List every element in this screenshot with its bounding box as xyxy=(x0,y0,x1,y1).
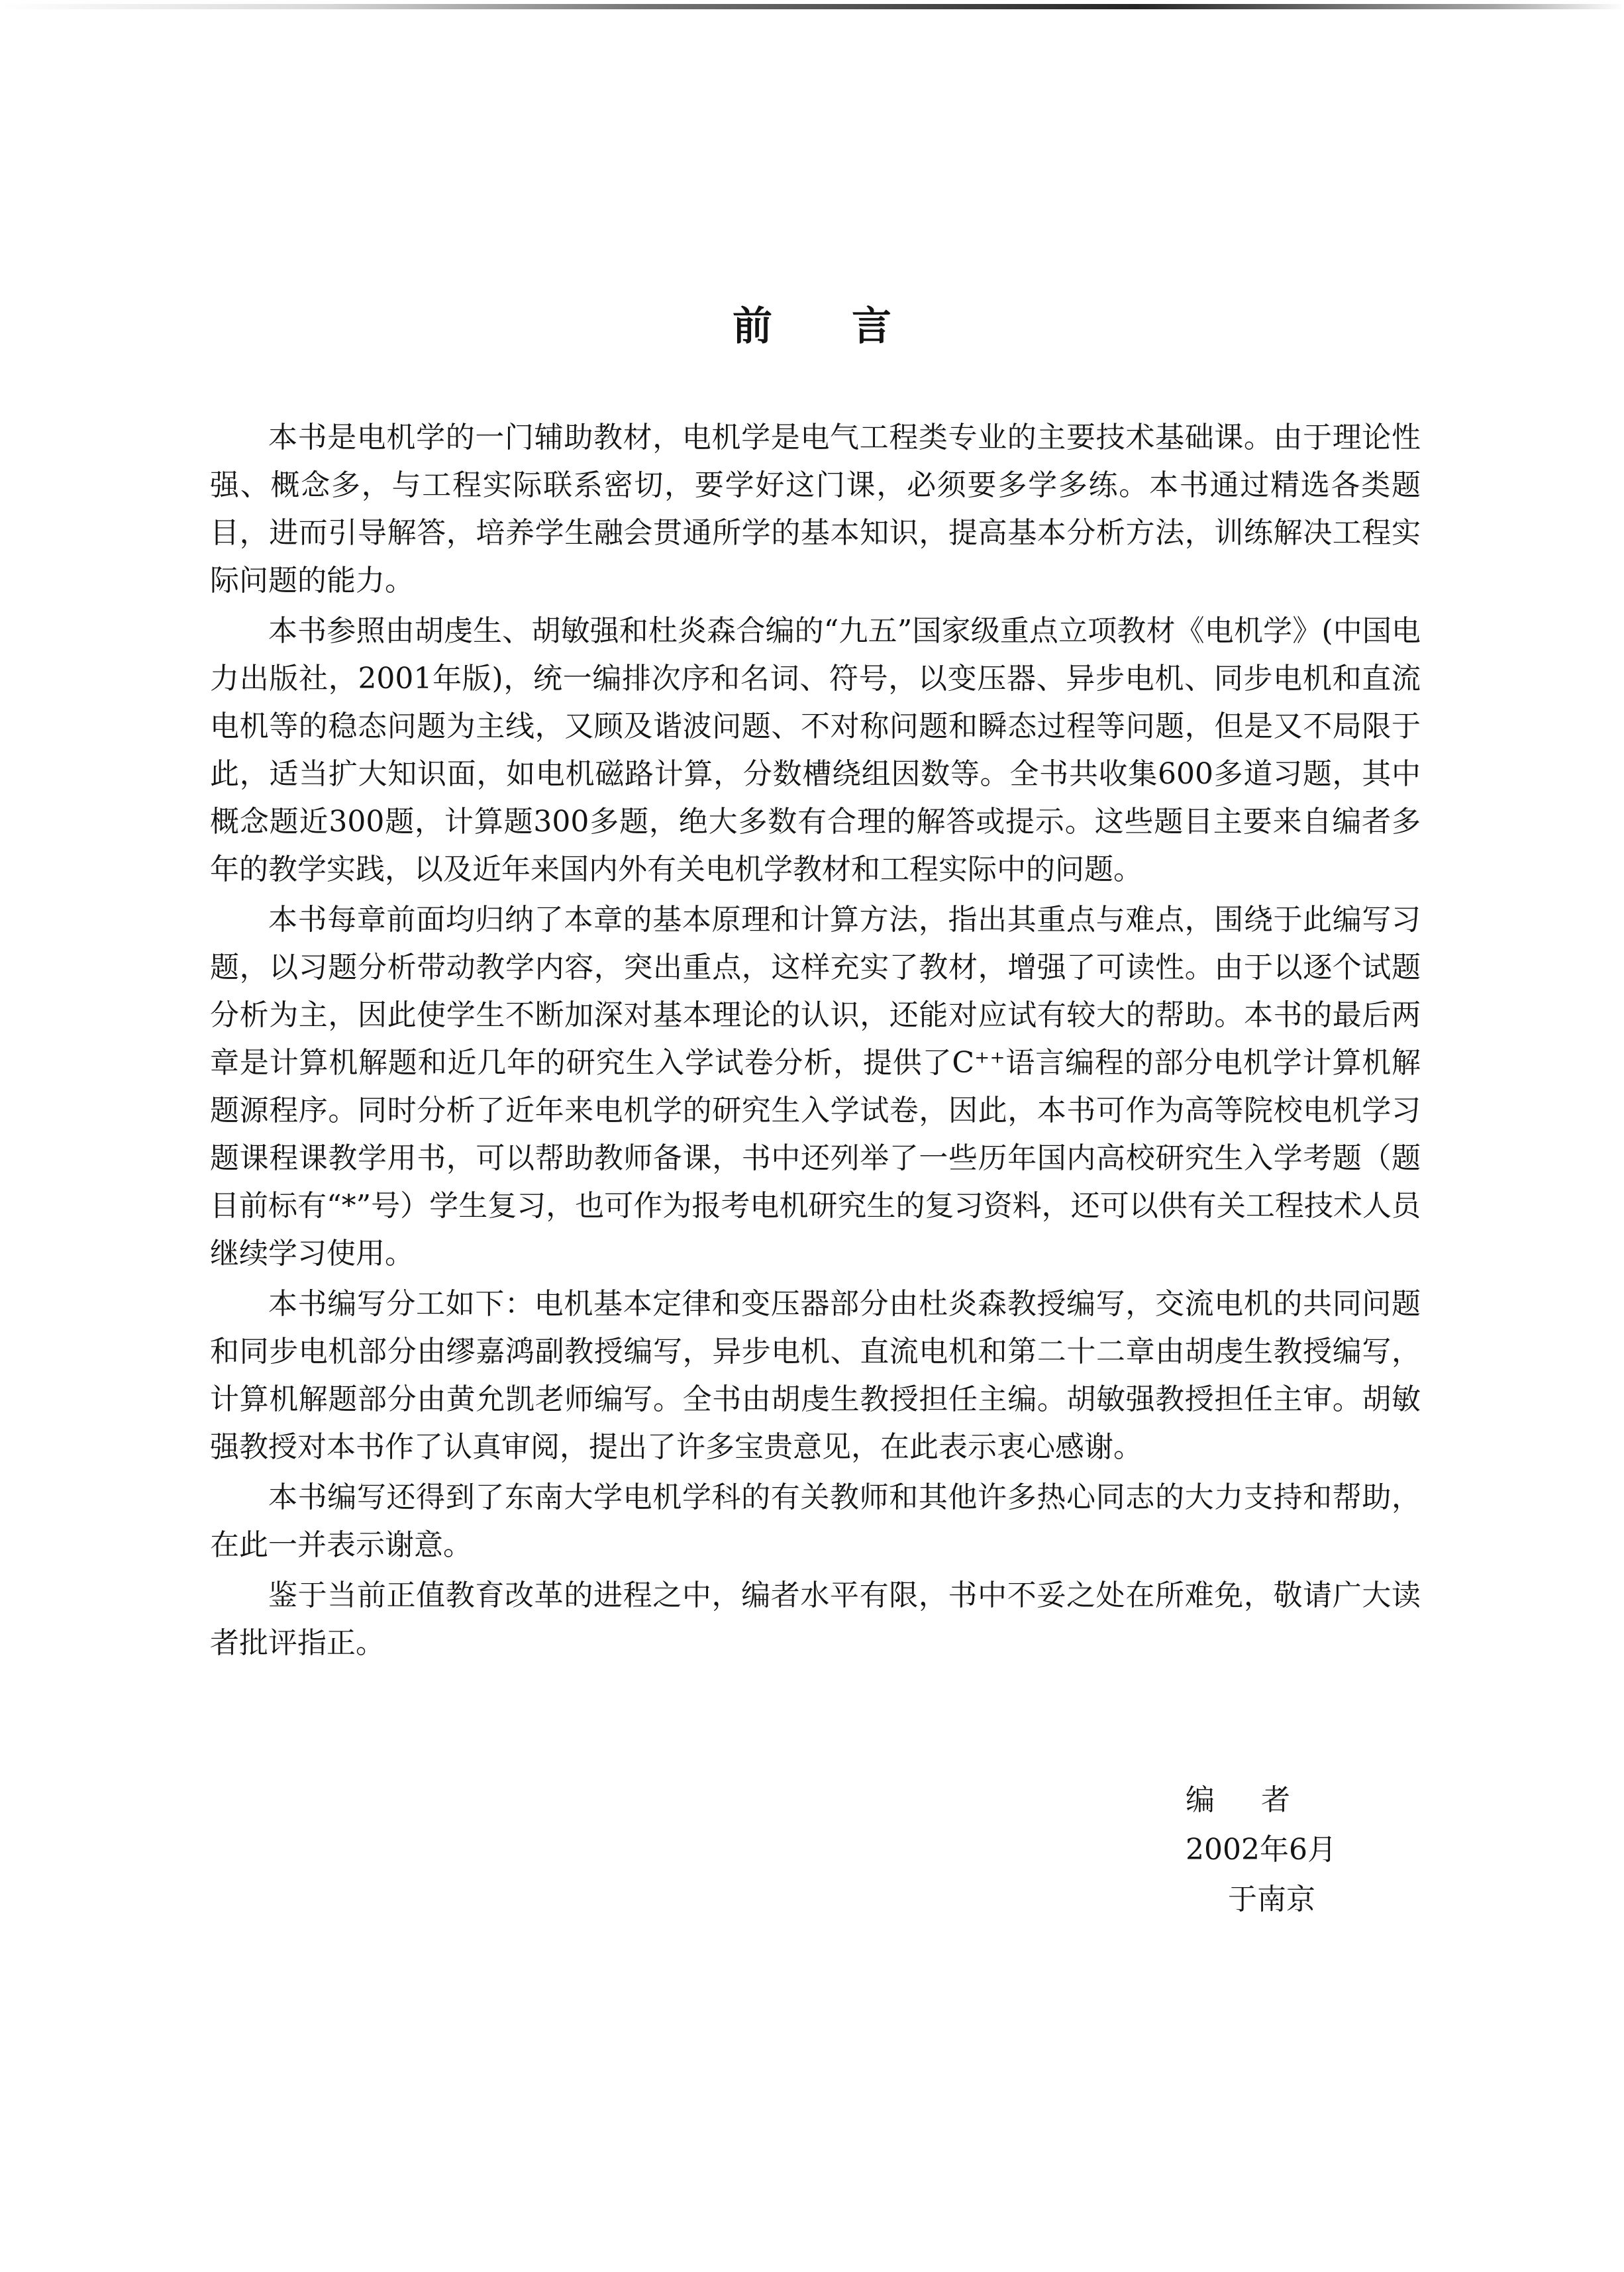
preface-body xyxy=(210,414,1421,1667)
paragraph-5: 本书编写还得到了东南大学电机学科的有关教师和其他许多热心同志的大力支持和帮助，在此一并表示谢意。 xyxy=(210,1480,1421,1562)
paragraph-1: 本书是电机学的一门辅助教材，电机学是电气工程类专业的主要技术基础课。由于理论性强、概念多，与工程实际联系密切，要学好这门课，必须要多学多练。本书通过精选各类题目，进而引导解答，培养学生融会贯通所学的基本知识，提高基本分析方法，训练解决工程实际问题的能力。 xyxy=(210,421,1421,597)
signature-date: 2002年6月 xyxy=(1186,1833,1337,1867)
signature-place: 于南京 xyxy=(1228,1883,1315,1916)
paragraph-2: 本书参照由胡虔生、胡敏强和杜炎森合编的“九五”国家级重点立项教材《电机学》(中国电力出版社，2001年版)，统一编排次序和名词、符号，以变压器、异步电机、同步电机和直流电机等的稳态问题为主线，又顾及谐波问题、不对称问题和瞬态过程等问题，但是又不局限于此，适当扩大知识面，如电机磁路计算，分数槽绕组因数等。全书共收集600多道习题，其中概念题近300题，计算题300多题，绝大多数有合理的解答或提示。这些题目主要来自编者多年的教学实践，以及近年来国内外有关电机学教材和工程实际中的问题。 xyxy=(210,614,1421,886)
scan-edge-line xyxy=(0,4,1624,9)
page-title: 前言 xyxy=(733,303,971,350)
signature-editor: 编者 xyxy=(1186,1783,1337,1817)
paragraph-4: 本书编写分工如下：电机基本定律和变压器部分由杜炎森教授编写，交流电机的共同问题和同步电机部分由缪嘉鸿副教授编写，异步电机、直流电机和第二十二章由胡虔生教授编写，计算机解题部分由黄允凯老师编写。全书由胡虔生教授担任主编。胡敏强教授担任主审。胡敏强教授对本书作了认真审阅，提出了许多宝贵意见，在此表示衷心感谢。 xyxy=(210,1287,1421,1464)
paragraph-6: 鉴于当前正值教育改革的进程之中，编者水平有限，书中不妥之处在所难免，敬请广大读者批评指正。 xyxy=(210,1578,1421,1660)
paragraph-3: 本书每章前面均归纳了本章的基本原理和计算方法，指出其重点与难点，围绕于此编写习题，以习题分析带动教学内容，突出重点，这样充实了教材，增强了可读性。由于以逐个试题分析为主，因此使学生不断加深对基本理论的认识，还能对应试有较大的帮助。本书的最后两章是计算机解题和近几年的研究生入学试卷分析，提供了C⁺⁺语言编程的部分电机学计算机解题源程序。同时分析了近年来电机学的研究生入学试卷，因此，本书可作为高等院校电机学习题课程课教学用书，可以帮助教师备课，书中还列举了一些历年国内高校研究生入学考题（题目前标有“*”号）学生复习，也可作为报考电机研究生的复习资料，还可以供有关工程技术人员继续学习使用。 xyxy=(210,903,1421,1270)
signature-block xyxy=(1186,1775,1397,1924)
